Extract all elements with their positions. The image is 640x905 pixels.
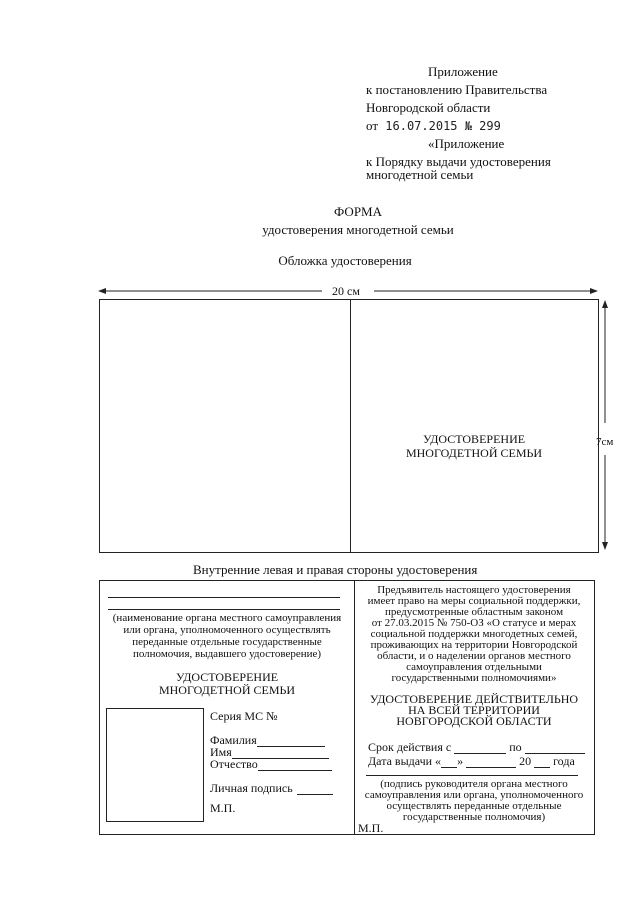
header-date-stamp: 16.07.2015 № 299 <box>385 119 501 133</box>
sig-caption-4: государственные полномочия) <box>402 811 546 823</box>
right-seal: М.П. <box>358 821 384 835</box>
term-to-line <box>525 742 585 754</box>
valid-line-2: НА ВСЕЙ ТЕРРИТОРИИ <box>408 703 540 717</box>
org-caption-1: (наименование органа местного самоуправления <box>112 612 342 624</box>
right-p6: проживающих на территории Новгородской <box>370 639 578 651</box>
cover-fold-line <box>350 299 351 552</box>
right-p2: имеет право на меры социальной поддержки, <box>367 595 581 607</box>
org-caption-2: или органа, уполномоченного осуществлять <box>123 624 331 636</box>
cover-title-2: МНОГОДЕТНОЙ СЕМЬИ <box>405 446 543 460</box>
form-title: ФОРМА <box>334 204 382 219</box>
cover-title: Обложка удостоверения <box>278 253 412 268</box>
term-prefix: Срок действия с <box>368 740 452 754</box>
name-label: Имя <box>210 745 232 759</box>
left-seal: М.П. <box>210 801 236 815</box>
inside-heading: Внутренние левая и правая стороны удостоверения <box>193 562 478 577</box>
issue-day-line <box>441 756 457 768</box>
signature-line-right <box>366 775 578 776</box>
patronymic-line <box>258 759 332 771</box>
valid-line-3: НОВГОРОДСКОЙ ОБЛАСТИ <box>396 714 552 728</box>
right-p5: социальной поддержки многодетных семей, <box>370 628 578 640</box>
sig-caption-3: осуществлять переданные отдельные <box>386 800 562 812</box>
signature-label: Личная подпись <box>210 781 293 795</box>
cover-title-1: УДОСТОВЕРЕНИЕ <box>422 432 526 446</box>
term-from-line <box>454 742 506 754</box>
right-p7: области, и о наделении органов местного <box>377 650 571 662</box>
term-field <box>368 741 585 754</box>
right-p3: предусмотренные областным законом <box>384 606 564 618</box>
left-title-2: МНОГОДЕТНОЙ СЕМЬИ <box>158 683 296 697</box>
org-name-line-2 <box>108 609 340 610</box>
patronymic-label: Отчество <box>210 757 258 771</box>
issue-year-prefix: 20 <box>519 754 532 768</box>
sig-caption-2: самоуправления или органа, уполномоченного <box>364 789 584 801</box>
header-line3: Новгородской области <box>366 100 491 115</box>
patronymic-field <box>210 758 332 771</box>
header-line6: к Порядку выдачи удостоверения <box>366 154 551 169</box>
height-dimension-label: 7см <box>596 436 614 448</box>
width-dimension-label: 20 см <box>332 284 360 298</box>
photo-box <box>106 708 204 822</box>
header-date-prefix: от <box>366 118 379 133</box>
right-p8: самоуправления отдельными <box>406 661 542 673</box>
surname-label: Фамилия <box>210 733 257 747</box>
issue-year-line <box>534 756 550 768</box>
header-line2: к постановлению Правительства <box>366 82 548 97</box>
valid-line-1: УДОСТОВЕРЕНИЕ ДЕЙСТВИТЕЛЬНО <box>369 692 579 706</box>
header-line1: Приложение <box>428 64 498 79</box>
cover-box <box>99 299 599 553</box>
issue-month-line <box>466 756 516 768</box>
series-label: Серия МС № <box>210 709 278 723</box>
issue-date-field <box>368 755 575 768</box>
right-p4: от 27.03.2015 № 750-ОЗ «О статусе и мерах <box>371 617 577 629</box>
term-to-label: по <box>509 740 522 754</box>
sig-caption-1: (подпись руководителя органа местного <box>380 778 568 790</box>
header-line5: «Приложение <box>428 136 505 151</box>
issue-mid: » <box>457 754 464 768</box>
right-p9: государственными полномочиями» <box>391 672 557 684</box>
org-caption-4: полномочия, выдавшего удостоверение) <box>132 648 322 660</box>
org-caption-3: переданные отдельные государственные <box>132 636 322 648</box>
header-line7: многодетной семьи <box>366 167 474 182</box>
height-dimension-arrow <box>598 299 612 551</box>
right-p1: Предъявитель настоящего удостоверения <box>377 584 571 596</box>
org-name-line-1 <box>108 597 340 598</box>
left-title-1: УДОСТОВЕРЕНИЕ <box>175 670 279 684</box>
header-date-line <box>366 118 501 134</box>
form-subtitle: удостоверения многодетной семьи <box>262 222 454 237</box>
inside-fold-line <box>354 580 355 834</box>
signature-line <box>297 783 333 795</box>
issue-prefix: Дата выдачи « <box>368 754 442 768</box>
signature-field <box>210 782 333 795</box>
issue-suffix: года <box>553 754 575 768</box>
